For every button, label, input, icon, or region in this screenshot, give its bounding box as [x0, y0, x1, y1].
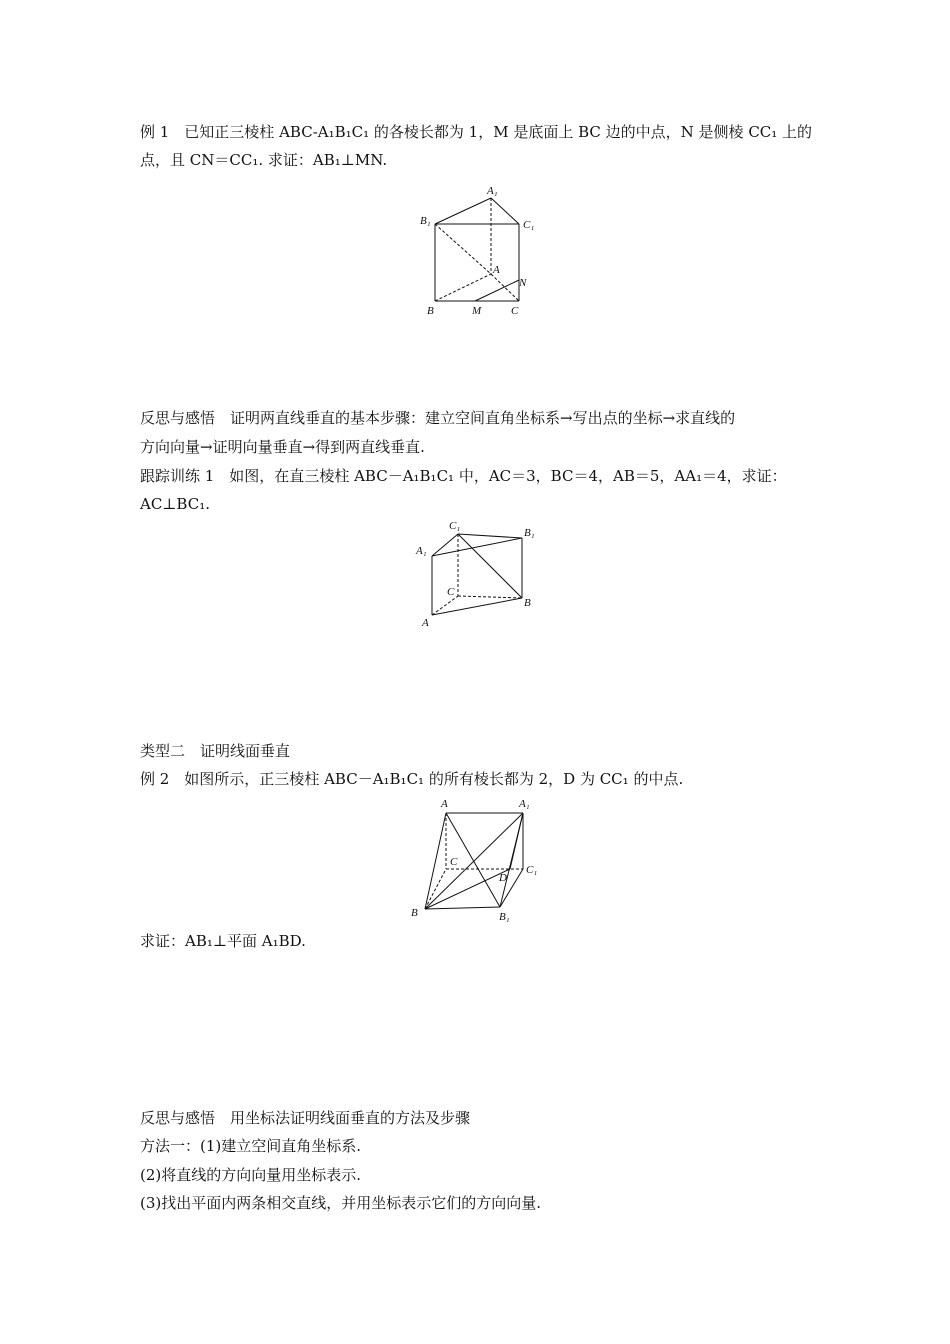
- example1-line2: 点，且 CN＝CC₁. 求证：AB₁⊥MN.: [140, 151, 388, 169]
- segment-a1-d: [510, 813, 523, 869]
- example2-prove: 求证：AB₁⊥平面 A₁BD.: [140, 932, 306, 950]
- edge-a1-c1: [432, 534, 458, 556]
- tracking1-line1: 跟踪训练 1 如图，在直三棱柱 ABC－A₁B₁C₁ 中，AC＝3，BC＝4，AB＝5，AA₁＝4，求证：: [140, 467, 787, 485]
- edge-a-b: [425, 813, 446, 909]
- figure-prism-1: [415, 180, 545, 320]
- label-c1: C₁: [523, 219, 535, 231]
- label-b1: B₁: [499, 911, 510, 923]
- label-b: B: [411, 907, 418, 919]
- example2-line1: 例 2 如图所示，正三棱柱 ABC－A₁B₁C₁ 的所有棱长都为 2，D 为 CC₁ 的中点.: [140, 770, 684, 788]
- reflection1-line1: 反思与感悟 证明两直线垂直的基本步骤：建立空间直角坐标系→写出点的坐标→求直线的: [140, 409, 736, 427]
- label-a: A: [441, 798, 448, 810]
- figure-prism-3: [405, 795, 555, 925]
- label-a1: A₁: [487, 185, 498, 197]
- label-b: B: [524, 597, 531, 609]
- label-c: C: [447, 586, 455, 598]
- label-a1: A₁: [416, 545, 427, 557]
- edge-c1-b1: [458, 534, 522, 538]
- tracking1-line2: AC⊥BC₁.: [140, 495, 210, 513]
- segment-c1-b: [458, 534, 522, 598]
- label-d: D: [499, 872, 507, 884]
- reflection1-line2: 方向向量→证明向量垂直→得到两直线垂直.: [140, 438, 425, 456]
- segment-b1-a: [435, 224, 491, 274]
- edge-b1-a1: [435, 198, 491, 224]
- edge-b-b1: [425, 907, 500, 909]
- label-a: A: [422, 617, 429, 629]
- label-b1: B₁: [524, 527, 535, 539]
- edge-a-c: [491, 274, 519, 301]
- figure-prism-2: [412, 514, 552, 634]
- label-b1: B₁: [420, 215, 431, 227]
- label-c1: C₁: [526, 864, 538, 876]
- edge-a-b: [432, 598, 522, 615]
- label-c: C: [450, 856, 458, 868]
- segment-m-n: [475, 280, 519, 301]
- segment-b-a1: [425, 813, 523, 909]
- label-b: B: [427, 305, 434, 317]
- reflection2-heading: 反思与感悟 用坐标法证明线面垂直的方法及步骤: [140, 1109, 471, 1127]
- label-a1: A₁: [519, 798, 530, 810]
- label-m: M: [472, 305, 482, 317]
- edge-a1-c1: [491, 198, 519, 224]
- reflection2-step2: (2)将直线的方向向量用坐标表示.: [140, 1166, 362, 1184]
- label-n: N: [519, 277, 527, 289]
- label-a: A: [493, 264, 500, 276]
- reflection2-step1: 方法一：(1)建立空间直角坐标系.: [140, 1137, 362, 1155]
- label-c1: C₁: [449, 520, 461, 532]
- type2-heading: 类型二 证明线面垂直: [140, 742, 291, 760]
- reflection2-step3: (3)找出平面内两条相交直线，并用坐标表示它们的方向向量.: [140, 1194, 542, 1212]
- example1-line1: 例 1 已知正三棱柱 ABC-A₁B₁C₁ 的各棱长都为 1，M 是底面上 BC 边的中点，N 是侧棱 CC₁ 上的: [140, 123, 813, 141]
- edge-b-c: [425, 869, 446, 909]
- label-c: C: [511, 305, 519, 317]
- edge-c-b: [458, 596, 522, 598]
